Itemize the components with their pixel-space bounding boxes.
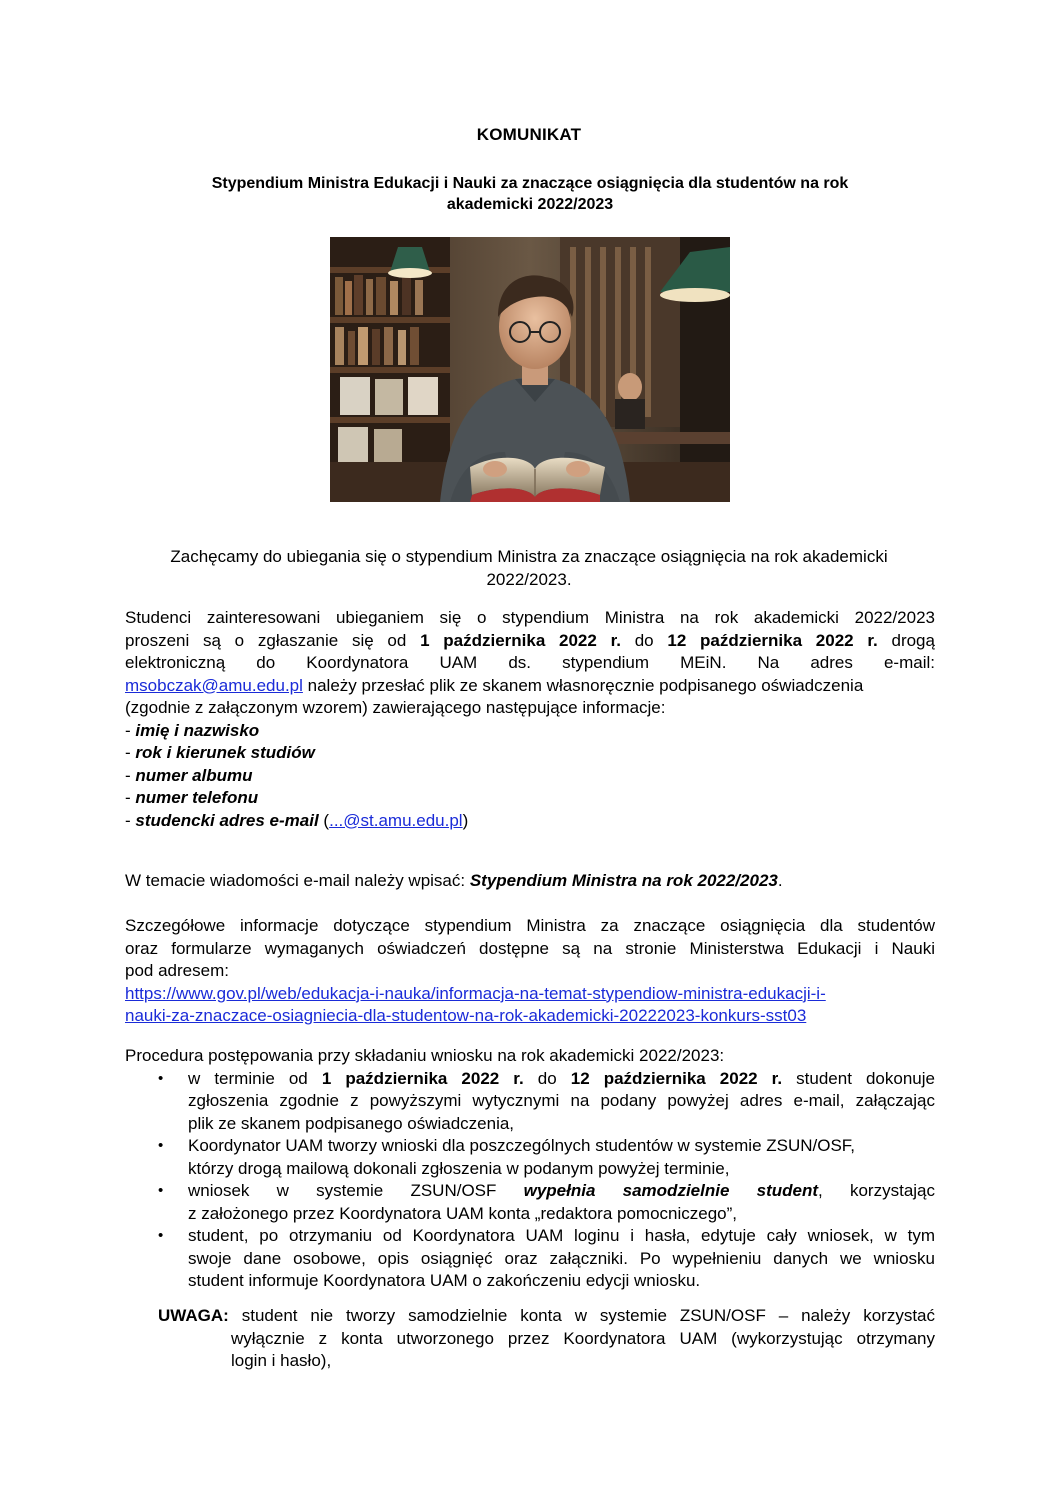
text-run: . bbox=[777, 871, 783, 890]
end-date: 12 października 2022 r. bbox=[570, 1068, 783, 1088]
details-paragraph bbox=[125, 915, 935, 1028]
item-prefix: - bbox=[125, 765, 136, 785]
procedure-step bbox=[125, 1135, 935, 1180]
item-text: numer telefonu bbox=[135, 788, 259, 807]
text-run: należy przesłać plik ze skanem własnoręcznie podpisanego oświadczenia bbox=[302, 675, 864, 695]
item-prefix: - bbox=[125, 720, 136, 740]
step-line: swoje dane osobowe, opis osiągnięć oraz załączniki. Po wypełnieniu danych we wniosku bbox=[188, 1248, 935, 1268]
step-line: którzy drogą mailową dokonali zgłoszenia w podanym powyżej terminie, bbox=[188, 1158, 730, 1178]
coordinator-email-link[interactable]: msobczak@amu.edu.pl bbox=[125, 675, 303, 695]
note-line: wyłącznie z konta utworzonego przez Koordynatora UAM (wykorzystując otrzymany bbox=[231, 1328, 935, 1348]
application-paragraph bbox=[125, 607, 935, 832]
application-line: (zgodnie z załączonym wzorem) zawierającego następujące informacje: bbox=[125, 698, 666, 717]
note-line: login i hasło), bbox=[231, 1351, 332, 1370]
required-item bbox=[125, 765, 935, 788]
step-line: student, po otrzymaniu od Koordynatora UAM loginu i hasła, edytuje cały wniosek, w tym bbox=[188, 1226, 935, 1245]
step-line: student informuje Koordynatora UAM o zakończeniu edycji wniosku. bbox=[188, 1271, 701, 1290]
step-line: z założonego przez Koordynatora UAM konta „redaktora pomocniczego”, bbox=[188, 1203, 738, 1223]
text-run: ( bbox=[318, 810, 330, 830]
bullet-icon: • bbox=[158, 1182, 164, 1199]
required-item bbox=[125, 720, 935, 743]
bullet-icon: • bbox=[158, 1137, 164, 1154]
text-run: ) bbox=[462, 810, 469, 830]
note-label: UWAGA: bbox=[158, 1306, 229, 1325]
procedure-section bbox=[125, 1045, 935, 1293]
text-run: do bbox=[523, 1068, 571, 1088]
required-item bbox=[125, 742, 935, 765]
procedure-step bbox=[125, 1225, 935, 1293]
step-line bbox=[188, 1068, 935, 1091]
application-line bbox=[125, 630, 935, 653]
details-line: pod adresem: bbox=[125, 961, 229, 980]
procedure-heading: Procedura postępowania przy składaniu wniosku na rok akademicki 2022/2023: bbox=[125, 1046, 725, 1065]
text-run: student dokonuje bbox=[782, 1068, 935, 1088]
details-line: Szczegółowe informacje dotyczące stypendium Ministra za znaczące osiągnięcia dla studentów bbox=[125, 916, 935, 935]
required-item bbox=[125, 810, 935, 833]
note-continuation bbox=[158, 1328, 935, 1373]
ministry-url-link[interactable]: https://www.gov.pl/web/edukacja-i-nauka/informacja-na-temat-stypendiow-ministra-edukacji-i- bbox=[125, 983, 826, 1003]
step-line bbox=[188, 1180, 935, 1203]
item-text: imię i nazwisko bbox=[135, 720, 260, 740]
details-line: oraz formularze wymaganych oświadczeń dostępne są na stronie Ministerstwa Edukacji i Nauki bbox=[125, 938, 935, 958]
note-section bbox=[158, 1305, 935, 1373]
intro-paragraph bbox=[125, 546, 933, 591]
application-line: elektroniczną do Koordynatora UAM ds. stypendium MEiN. Na adres e-mail: bbox=[125, 653, 935, 672]
ministry-url-link[interactable]: nauki-za-znaczace-osiagniecia-dla-studentow-na-rok-akademicki-20222023-konkurs-sst03 bbox=[125, 1006, 807, 1025]
procedure-step bbox=[125, 1068, 935, 1136]
student-reading-photo bbox=[330, 237, 730, 502]
text-run: drogą bbox=[877, 630, 935, 650]
subject-paragraph bbox=[125, 870, 935, 893]
bullet-icon: • bbox=[158, 1227, 164, 1244]
text-run: student nie tworzy samodzielnie konta w systemie ZSUN/OSF – należy korzystać bbox=[228, 1306, 935, 1325]
photo-illustration bbox=[330, 237, 730, 502]
application-line: Studenci zainteresowani ubieganiem się o stypendium Ministra na rok akademicki 2022/2023 bbox=[125, 608, 935, 627]
bullet-icon: • bbox=[158, 1069, 164, 1087]
application-line bbox=[125, 675, 935, 698]
subtitle-line: Stypendium Ministra Edukacji i Nauki za znaczące osiągnięcia dla studentów na rok bbox=[211, 175, 849, 192]
step-line: zgłoszenia zgodnie z powyższymi wytycznymi na podany powyżej adres e-mail, załączając bbox=[188, 1091, 935, 1110]
start-date: 1 października 2022 r. bbox=[321, 1068, 524, 1088]
subtitle-line: akademicki 2022/2023 bbox=[446, 196, 614, 213]
required-item bbox=[125, 787, 935, 810]
text-run: w terminie od bbox=[188, 1068, 322, 1088]
item-text: studencki adres e-mail bbox=[135, 810, 319, 830]
text-run: W temacie wiadomości e-mail należy wpisać: bbox=[125, 871, 470, 890]
item-text: numer albumu bbox=[135, 765, 253, 785]
student-email-link[interactable]: ...@st.amu.edu.pl bbox=[329, 810, 463, 830]
text-run: , korzystając bbox=[818, 1181, 936, 1200]
end-date: 12 października 2022 r. bbox=[667, 630, 878, 650]
procedure-list bbox=[125, 1068, 935, 1293]
note-line bbox=[158, 1305, 935, 1328]
procedure-step bbox=[125, 1180, 935, 1225]
step-line: Koordynator UAM tworzy wnioski dla poszczególnych studentów w systemie ZSUN/OSF, bbox=[188, 1136, 856, 1155]
item-prefix: - bbox=[125, 810, 136, 830]
intro-line: Zachęcamy do ubiegania się o stypendium Ministra za znaczące osiągnięcia na rok akademicki bbox=[170, 547, 888, 566]
item-text: rok i kierunek studiów bbox=[135, 743, 315, 762]
emphasis: wypełnia samodzielnie student bbox=[523, 1181, 819, 1200]
step-line: plik ze skanem podpisanego oświadczenia, bbox=[188, 1113, 515, 1133]
page-subtitle bbox=[150, 173, 910, 215]
intro-line: 2022/2023. bbox=[486, 569, 572, 589]
email-subject: Stypendium Ministra na rok 2022/2023 bbox=[469, 871, 778, 890]
page-title: KOMUNIKAT bbox=[476, 125, 582, 144]
start-date: 1 października 2022 r. bbox=[420, 630, 621, 650]
text-run: proszeni są o zgłaszanie się od bbox=[125, 630, 421, 650]
text-run: wniosek w systemie ZSUN/OSF bbox=[188, 1181, 524, 1200]
item-prefix: - bbox=[125, 743, 136, 762]
item-prefix: - bbox=[125, 788, 136, 807]
text-run: do bbox=[620, 630, 668, 650]
